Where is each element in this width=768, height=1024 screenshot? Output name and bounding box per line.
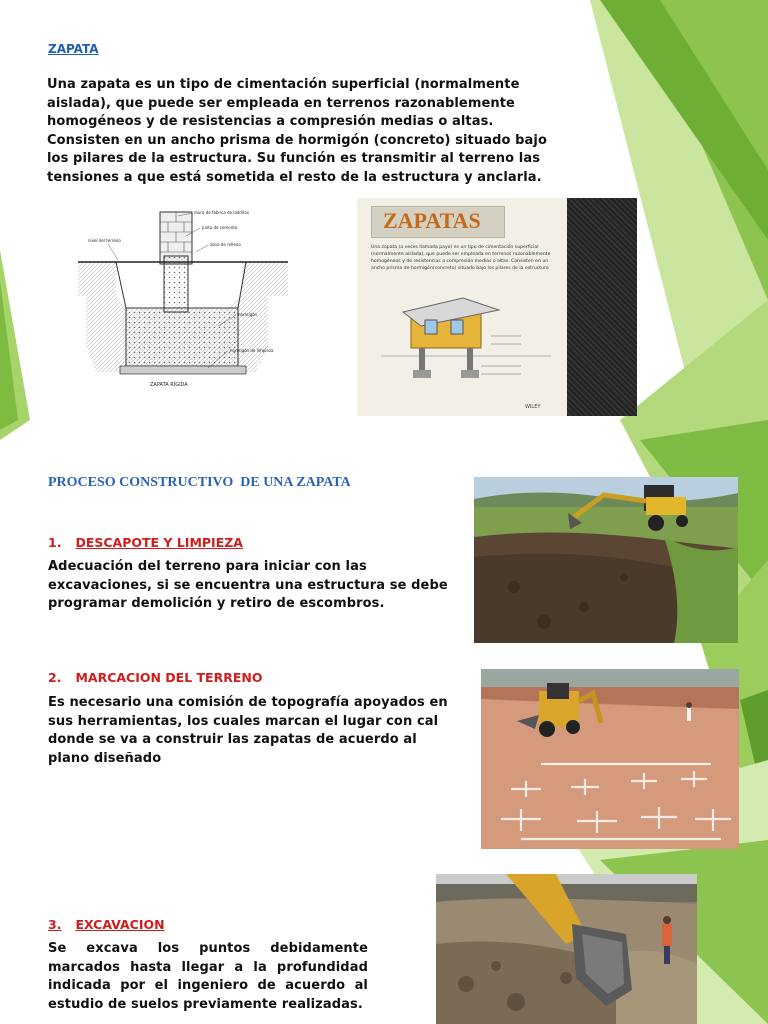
step-3-heading <box>48 917 165 932</box>
diagram-label-hormigon-limpieza: hormigón de limpieza <box>230 348 274 353</box>
slide-brand: WILEY <box>525 404 541 410</box>
photo-excavacion <box>436 874 697 1024</box>
diagram-label-zona: zona de relleno <box>210 242 241 247</box>
step-1-number: 1. <box>48 535 62 550</box>
photo-descapote <box>474 477 738 643</box>
step-3-title: EXCAVACION <box>75 917 165 932</box>
step-1-heading <box>48 535 243 550</box>
zapatas-slide-image <box>357 198 637 416</box>
photo-marcacion <box>481 669 739 849</box>
slide-title: ZAPATAS <box>383 208 481 233</box>
diagram-label-junta: junta de cemento <box>202 225 238 230</box>
slide-text: Una zapata (a veces llamada payo) es un tipo de cimentación superficial (normalmente aislada), que puede ser empleada en terrenos razonablemente homogéneos y de resistencias a compresión medias o altas. Consisten en un ancho prisma de hormigón(concreto) situado bajo los pilares de la estructura <box>371 245 551 271</box>
step-1-title: DESCAPOTE Y LIMPIEZA <box>75 535 243 550</box>
section-title-zapata[interactable]: ZAPATA <box>48 42 99 56</box>
diagram-label-muro: muro de fábrica de ladrillos <box>194 210 249 215</box>
step-2-number: 2. <box>48 670 62 685</box>
step-3-number: 3. <box>48 917 62 932</box>
zapata-definition-paragraph: Una zapata es un tipo de cimentación superficial (normalmente aislada), que puede ser empleada en terrenos razonablemente homogéneos y de resistencias a compresión medias o altas. Consisten en un ancho prisma de hormigón (concreto) situado bajo los pilares de la estructura. Su función es transmitir al terreno las tensiones a que está sometida el resto de la estructura y anclarla. <box>47 77 548 185</box>
step-2-heading <box>48 670 262 685</box>
diagram-label-nivel: nivel del terreno <box>88 238 121 243</box>
step-1-text: Adecuación del terreno para iniciar con las excavaciones, si se encuentra una estructura se debe programar demolición y retiro de escombros. <box>48 559 448 611</box>
step-2-title: MARCACION DEL TERRENO <box>75 670 263 685</box>
section-title-proceso: PROCESO CONSTRUCTIVO DE UNA ZAPATA <box>48 475 351 490</box>
step-3-text: Se excava los puntos debidamente marcados hasta llegar a la profundidad indicada por el ingeniero de acuerdo al estudio de suelos previamente realizadas. <box>48 941 368 1012</box>
footing-diagram <box>78 196 288 406</box>
diagram-label-hormigon: hormigón <box>238 312 258 317</box>
step-2-text: Es necesario una comisión de topografía apoyados en sus herramientas, los cuales marcan el lugar con cal donde se va a construir las zapatas de acuerdo al plano diseñado <box>48 695 448 766</box>
diagram-caption: ZAPATA RÍGIDA <box>150 382 188 388</box>
